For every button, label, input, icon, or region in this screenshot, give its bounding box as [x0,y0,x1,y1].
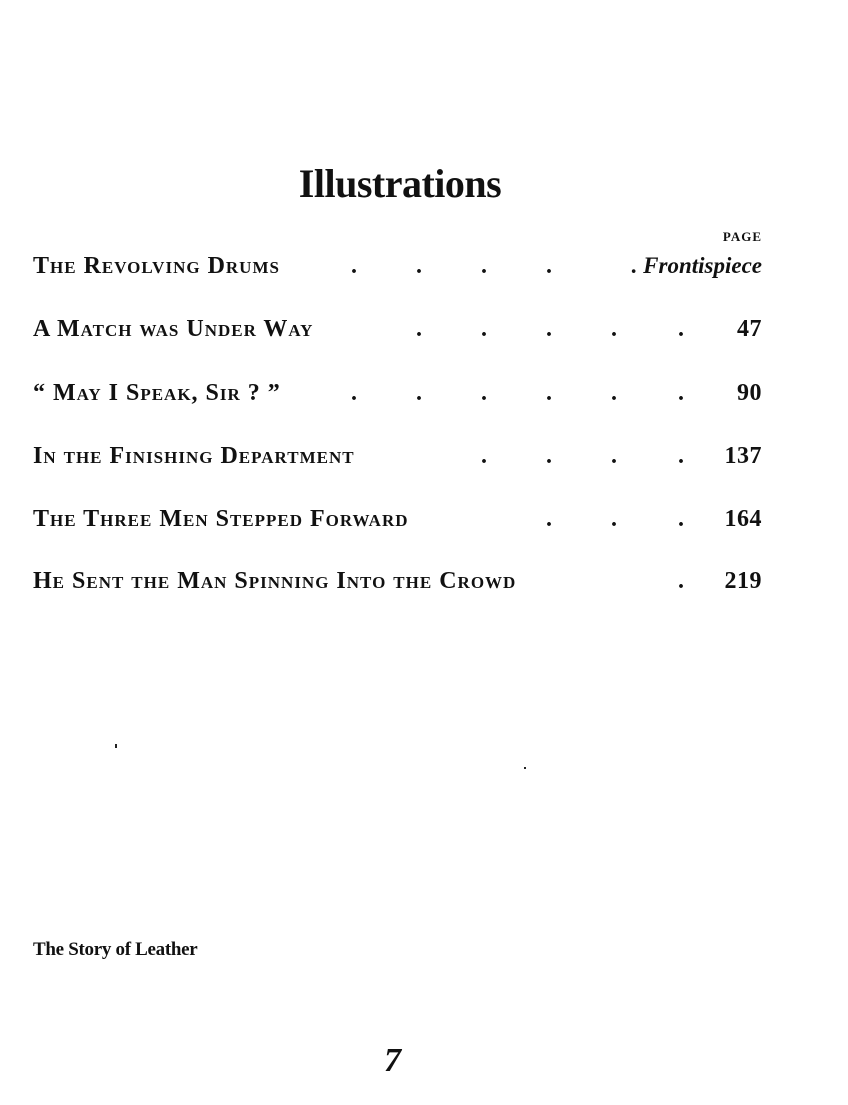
entry-page: 219 [724,568,762,594]
leader-dot: . [351,380,358,406]
entry-page: . Frontispiece [631,253,762,278]
page-title: Illustrations [298,161,502,206]
leader-dot: . [678,443,685,469]
leader-dot: . [351,253,358,279]
running-head: The Story of Leather [33,939,198,960]
leader-dot: . [678,506,685,532]
leader-dot: . [611,443,618,469]
leader-dot: . [546,380,553,406]
leader-dot: . [678,380,685,406]
entry-page: 164 [724,506,762,532]
scan-speck [115,744,117,748]
leader-dot: . [546,443,553,469]
list-item [33,253,762,287]
leader-dot: . [611,316,618,342]
leader-dot: . [611,380,618,406]
list-item [33,316,762,350]
leader-dot: . [481,316,488,342]
leader-dot: . [678,568,685,594]
list-item [33,443,762,477]
leader-dot: . [611,506,618,532]
entry-page: 90 [737,380,762,406]
leader-dot: . [546,506,553,532]
list-item [33,506,762,540]
entry-title: He Sent the Man Spinning Into the Crowd [33,568,517,594]
leader-dot: . [416,380,423,406]
entry-title: “ May I Speak, Sir ? ” [33,380,281,406]
list-item [33,568,762,602]
leader-dot: . [546,316,553,342]
leader-dot: . [481,253,488,279]
entry-title: The Three Men Stepped Forward [33,506,409,532]
leader-dot: . [678,316,685,342]
leader-dot: . [416,253,423,279]
entry-title: A Match was Under Way [33,316,314,342]
leader-dot: . [481,380,488,406]
entry-page: 137 [724,443,762,469]
entry-title: In the Finishing Department [33,443,355,469]
page-number: 7 [384,1042,401,1079]
entry-page: 47 [737,316,762,342]
page-column-label: PAGE [722,229,762,244]
scan-speck [524,767,526,769]
entry-title: The Revolving Drums [33,253,280,279]
leader-dot: . [481,443,488,469]
leader-dot: . [416,316,423,342]
leader-dot: . [546,253,553,279]
list-item [33,380,762,414]
